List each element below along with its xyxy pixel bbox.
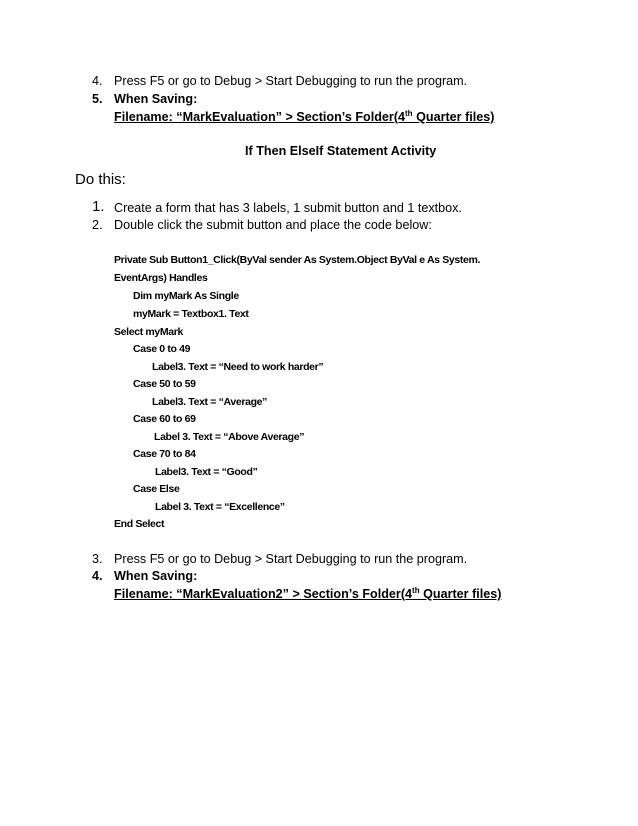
step-number: 2. (92, 218, 103, 232)
do-this-heading: Do this: (75, 171, 126, 188)
code-line: Label3. Text = “Good” (155, 466, 258, 478)
step-text: When Saving: (114, 569, 198, 583)
code-line: Label 3. Text = “Above Average” (154, 431, 305, 443)
filename-text: Filename: “MarkEvaluation” > Section’s Folder(4 (114, 110, 406, 124)
code-line: Select myMark (114, 326, 183, 338)
code-line: Case 70 to 84 (133, 448, 196, 460)
step-number: 3. (92, 552, 103, 566)
code-line: Case 60 to 69 (133, 413, 196, 425)
code-line: Dim myMark As Single (133, 290, 239, 302)
code-line: myMark = Textbox1. Text (133, 308, 249, 320)
step-text: Double click the submit button and place the code below: (114, 218, 432, 232)
filename-superscript: th (412, 586, 420, 595)
step-text: Press F5 or go to Debug > Start Debugging to run the program. (114, 74, 468, 88)
step-text: Press F5 or go to Debug > Start Debugging to run the program. (114, 552, 468, 566)
filename-superscript: th (405, 109, 413, 118)
code-line: End Select (114, 518, 165, 530)
filename-line (114, 586, 501, 602)
code-line: Label 3. Text = “Excellence” (155, 501, 285, 513)
filename-text-end: Quarter files) (419, 587, 502, 601)
step-text: When Saving: (114, 92, 198, 106)
code-line: EventArgs) Handles (114, 272, 208, 284)
step-number: 4. (92, 569, 103, 583)
code-line: Label3. Text = “Need to work harder” (152, 361, 324, 373)
code-line: Case 0 to 49 (133, 343, 191, 355)
step-number: 1. (92, 198, 105, 215)
filename-text: Filename: “MarkEvaluation2” > Section’s Folder(4 (114, 587, 413, 601)
filename-text-end: Quarter files) (412, 110, 495, 124)
code-line: Private Sub Button1_Click(ByVal sender As System.Object ByVal e As System. (114, 254, 481, 266)
filename-line (114, 109, 494, 125)
step-number: 5. (92, 92, 103, 106)
code-line: Case 50 to 59 (133, 378, 196, 390)
step-text: Create a form that has 3 labels, 1 submit button and 1 textbox. (114, 201, 462, 215)
step-number: 4. (92, 74, 103, 88)
activity-title: If Then ElseIf Statement Activity (245, 144, 437, 158)
code-line: Label3. Text = “Average” (152, 396, 268, 408)
code-line: Case Else (133, 483, 180, 495)
